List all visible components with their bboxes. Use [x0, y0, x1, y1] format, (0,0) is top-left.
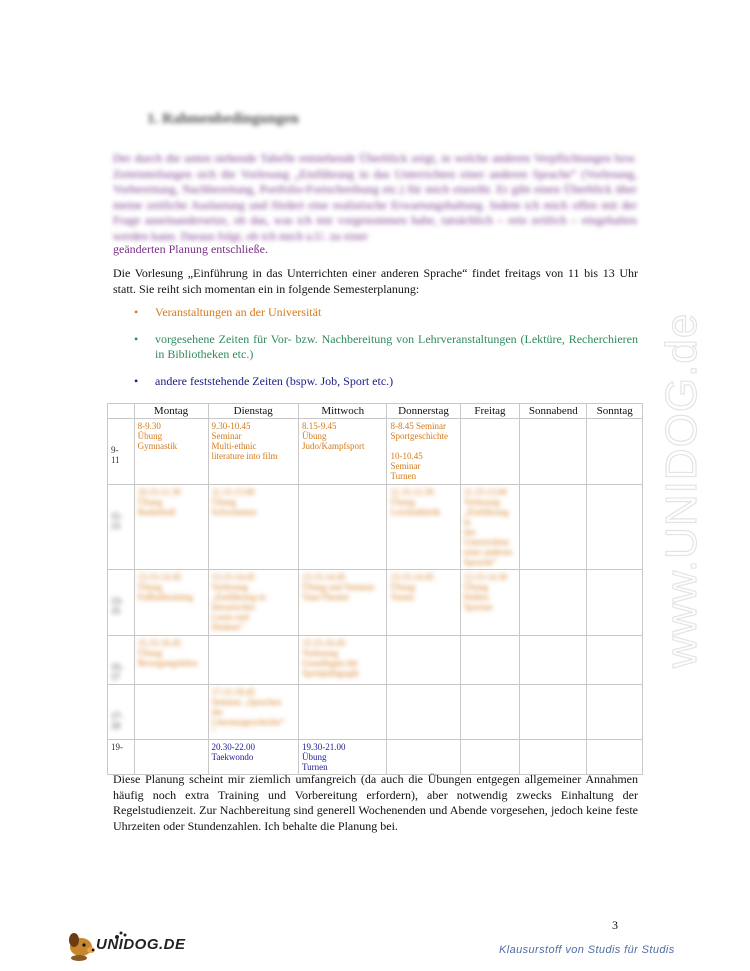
paragraph-conclusion: Diese Planung scheint mir ziemlich umfangreich (da auch die Übungen entgegen allgemeiner Annahmen häufig noch extra Training und Vorbereitung erfordern), aber notwendig zwecks Einhaltung der Regelstudienzeit. Zur Nachbereitung sind generell Wochenenden und Abende vorgesehen, jedoch keine feste Uhrzeiten oder Stundenzahlen. Ich behalte die Planung bei. — [113, 772, 638, 833]
table-cell: 20.30-22.00 Taekwondo — [208, 740, 298, 775]
legend-bullet-item — [134, 332, 638, 363]
table-cell: 11.15-12.30 Übung Leichtathletik — [387, 485, 460, 570]
table-cell — [587, 740, 643, 775]
table-cell — [134, 740, 208, 775]
table-cell — [520, 419, 587, 485]
table-cell — [460, 419, 520, 485]
table-cell — [387, 740, 460, 775]
table-row — [108, 685, 643, 740]
table-time-cell: 9- 11 — [108, 419, 135, 485]
table-time-cell: 11- 13 — [108, 485, 135, 570]
table-cell: 11.15-13.00 Vorlesung „Einführung in das Unterrichten einer anderen Sprache“ — [460, 485, 520, 570]
page-number: 3 — [612, 918, 618, 932]
table-cell: 13.15-14.45 Übung Tennis — [387, 570, 460, 636]
legend-bullet-list — [134, 305, 638, 400]
table-cell: 10.15-11.30 Übung Basketball — [134, 485, 208, 570]
legend-bullet-text: Veranstaltungen an der Universität — [155, 305, 322, 319]
svg-text:www.UNIDOG.de: www.UNIDOG.de — [657, 312, 706, 668]
legend-bullet-text: andere feststehende Zeiten (bspw. Job, Sport etc.) — [155, 373, 394, 388]
table-cell — [460, 636, 520, 685]
table-row — [108, 740, 643, 775]
legend-bullet-item — [134, 305, 638, 321]
table-cell: 13.15-14.45 Übung Fußballtraining — [134, 570, 208, 636]
table-time-cell: 17- 19 — [108, 685, 135, 740]
watermark-unidog — [610, 250, 740, 680]
table-cell — [520, 485, 587, 570]
table-header-cell: Sonnabend — [520, 404, 587, 419]
table-header-cell: Dienstag — [208, 404, 298, 419]
table-time-cell: 15- 17 — [108, 636, 135, 685]
table-cell — [387, 685, 460, 740]
table-cell — [298, 485, 387, 570]
section-heading: 1. Rahmenbedingungen — [147, 111, 299, 127]
legend-bullet-item — [134, 374, 638, 390]
table-cell — [387, 636, 460, 685]
table-cell — [460, 740, 520, 775]
table-row — [108, 419, 643, 485]
table-row — [108, 570, 643, 636]
table-cell: 15.15-16.45 Übung Bewegungslehre — [134, 636, 208, 685]
table-header-cell: Mittwoch — [298, 404, 387, 419]
semester-plan-table — [107, 403, 643, 775]
intro-paragraph-visible: geänderten Planung entschließe. — [113, 242, 268, 256]
table-header-cell: Donnerstag — [387, 404, 460, 419]
table-cell — [587, 685, 643, 740]
table-cell: 11.15-13.00 Übung Schwimmen — [208, 485, 298, 570]
table-cell: 13.15-14.45 Übung und Seminar Tanz/Theater — [298, 570, 387, 636]
table-row — [108, 485, 643, 570]
table-cell: 17.15-18.45 Seminar „Sprachen der Literaturgeschichte“ “ — [208, 685, 298, 740]
table-time-cell: 19- — [108, 740, 135, 775]
table-header-cell: Freitag — [460, 404, 520, 419]
table-cell: 19.30-21.00 Übung Turnen — [298, 740, 387, 775]
table-cell — [520, 740, 587, 775]
legend-bullet-text: vorgesehene Zeiten für Vor- bzw. Nachbereitung von Lehrveranstaltungen (Lektüre, Recherchieren in Bibliotheken etc.) — [155, 331, 638, 361]
table-header-cell: Montag — [134, 404, 208, 419]
table-row — [108, 636, 643, 685]
table-cell — [520, 685, 587, 740]
table-cell — [208, 636, 298, 685]
table-cell — [460, 685, 520, 740]
table-cell: 8-8.45 Seminar Sportgeschichte 10-10.45 Seminar Turnen — [387, 419, 460, 485]
bullet-dot-icon: • — [134, 305, 139, 319]
paragraph-lecture-info: Die Vorlesung „Einführung in das Unterrichten einer anderen Sprache“ findet freitags von 11 bis 13 Uhr statt. Sie reiht sich momentan ein in folgende Semesterplanung: — [113, 266, 638, 296]
table-cell — [520, 570, 587, 636]
logo-text: UNIDOG.DE — [96, 936, 186, 953]
table-cell: 8-9.30 Übung Gymnastik — [134, 419, 208, 485]
table-cell: 8.15-9.45 Übung Judo/Kampfsport — [298, 419, 387, 485]
table-cell: 9.30-10.45 Seminar Multi-ethnic literature into film — [208, 419, 298, 485]
footer-text: Klausurstoff von Studis für Studis — [499, 944, 675, 956]
table-cell: 13.15-14.45 Vorlesung „Einführung in literarisches Lesen und Denken“ — [208, 570, 298, 636]
table-cell: 15.15-16.45 Vorlesung Grundlagen der Sportpädagogik — [298, 636, 387, 685]
bullet-dot-icon: • — [134, 373, 139, 388]
table-header-cell — [108, 404, 135, 419]
table-cell — [134, 685, 208, 740]
table-cell: 13.15-14.30 Übung Hallen-Sportart — [460, 570, 520, 636]
bullet-dot-icon: • — [134, 331, 139, 346]
intro-paragraph-blurred: Der durch die unten stehende Tabelle entstehende Überblick zeigt, in welche anderen Verpflichtungen bzw. Zeiteinteilungen sich die Vorlesung „Einführung in das Unterrichten einer anderen Sprache“ (Vorlesung, Vorbereitung, Nachbereitung, Portfolio-Fortschreibung etc.) für mich einreiht. Er gibt einen Überblick über meine zeitliche Auslastung und fördert eine realistische Erwartungshaltung. Indem ich mich offen mit der Frage auseinandersetze, ob das, was ich mir vorgenommen habe, tatsächlich – rein zeitlich – eingehalten werden kann. Daraus folgt, ob ich mich u.U. zu einer — [113, 151, 637, 243]
table-cell — [298, 685, 387, 740]
table-header-cell: Sonntag — [587, 404, 643, 419]
table-cell — [520, 636, 587, 685]
table-time-cell: 13- 15 — [108, 570, 135, 636]
